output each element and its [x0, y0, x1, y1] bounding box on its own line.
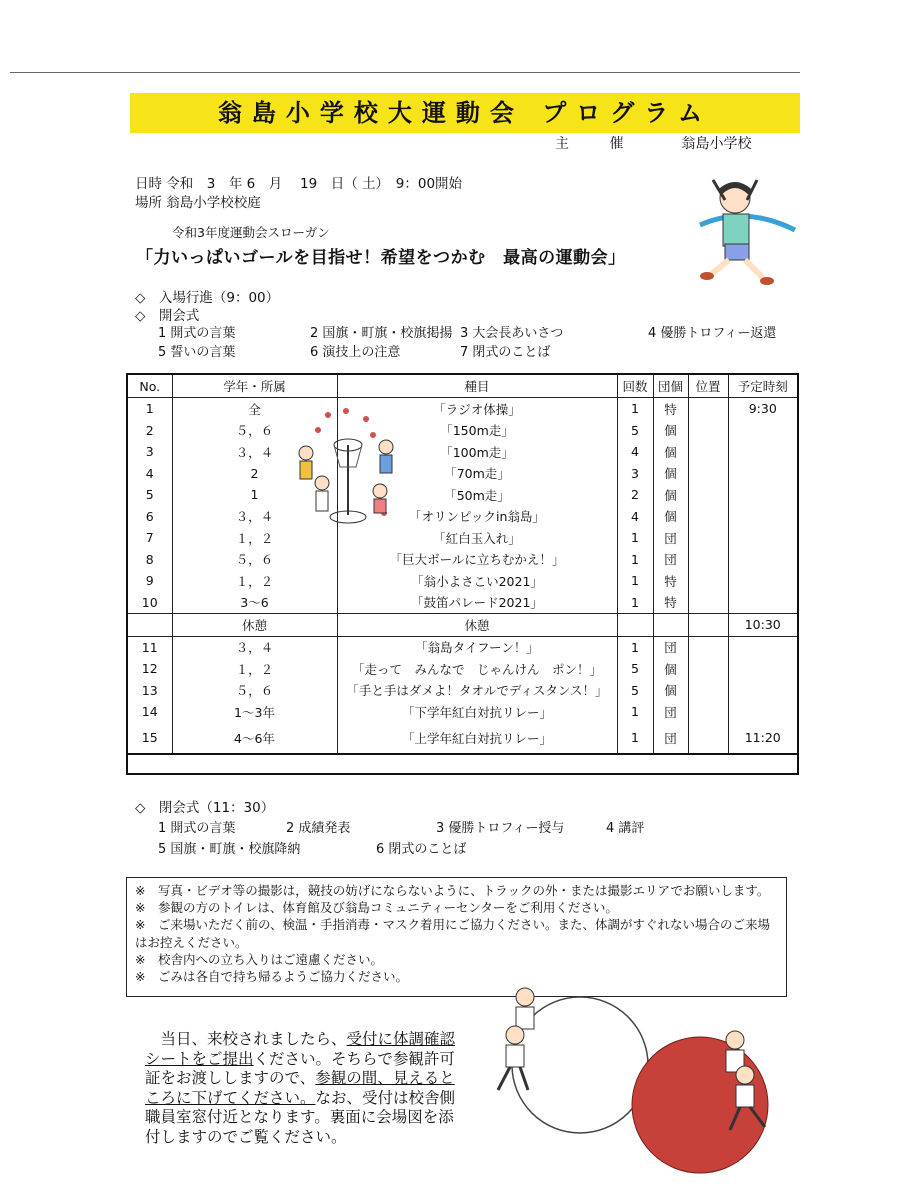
table-row [127, 701, 798, 723]
table-row [127, 527, 798, 549]
cell-count: 1 [617, 549, 653, 571]
cell-type: 特 [653, 570, 688, 592]
cell-pos [688, 484, 728, 506]
opening-item: 7 閉式のことば [460, 345, 551, 360]
cell-grade: 1 [172, 484, 337, 506]
welcome-underline: 受付に体調確認シートをご提出 [145, 1030, 456, 1068]
cell-grade: ５，６ [172, 549, 337, 571]
cell-event: 「走って みんなで じゃんけん ポン！」 [337, 658, 617, 680]
col-position: 位置 [688, 374, 728, 398]
cell-grade: 3～6 [172, 592, 337, 614]
col-grade: 学年・所属 [172, 374, 337, 398]
cell-count: 5 [617, 680, 653, 702]
table-row [127, 506, 798, 528]
cell-time: 9:30 [728, 398, 798, 420]
note-item: ※ 参観の方のトイレは、体育館及び翁島コミュニティーセンターをご利用ください。 [135, 900, 618, 916]
cell-count: 5 [617, 420, 653, 442]
cell-time [728, 463, 798, 485]
cell-type: 個 [653, 680, 688, 702]
cell-time [728, 701, 798, 723]
cell-grade: ３，４ [172, 636, 337, 658]
cell-grade: １，２ [172, 570, 337, 592]
cell-no: 3 [127, 441, 172, 463]
cell-grade: 4～6年 [172, 723, 337, 754]
table-row [127, 549, 798, 571]
cell-count: 1 [617, 723, 653, 754]
opening-item: 4 優勝トロフィー返還 [648, 326, 777, 341]
cell-count: 4 [617, 506, 653, 528]
event-date: 日時 令和 3 年 6 月 19 日（ 土） 9：00開始 [135, 176, 463, 192]
cell-pos [688, 723, 728, 754]
sponsor-label: 主 催 [555, 136, 642, 152]
table-row [127, 723, 798, 754]
table-row [127, 570, 798, 592]
sponsor [555, 133, 751, 153]
opening-item: 3 大会長あいさつ [460, 326, 564, 341]
cell-count: 5 [617, 658, 653, 680]
giant-ball-illustration [480, 985, 790, 1185]
cell-type: 団 [653, 636, 688, 658]
welcome-text: ください。そちらで参観許可証をお渡ししますので、 [145, 1049, 455, 1087]
cell-event: 「紅白玉入れ」 [337, 527, 617, 549]
cell-count: 1 [617, 570, 653, 592]
note-item: ※ ご来場いただく前の、検温・手指消毒・マスク着用にご協力ください。また、体調がすぐれない場合のご来場はお控えください。 [135, 917, 770, 950]
cell-type: 個 [653, 420, 688, 442]
cell-pos [688, 527, 728, 549]
cell-pos [688, 701, 728, 723]
cell-grade: 1～3年 [172, 701, 337, 723]
cell-time [728, 592, 798, 614]
cell-pos [688, 680, 728, 702]
table-row [127, 420, 798, 442]
cell-no: 5 [127, 484, 172, 506]
cell-time [728, 441, 798, 463]
closing-item: 4 講評 [606, 821, 645, 836]
cell-type: 個 [653, 441, 688, 463]
title-banner [130, 93, 800, 133]
cell-no: 9 [127, 570, 172, 592]
cell-event: 「150m走」 [337, 420, 617, 442]
cell-grade: ５，６ [172, 680, 337, 702]
cell-pos [688, 592, 728, 614]
cell-grade: １，２ [172, 658, 337, 680]
cell-event: 「オリンピックin翁島」 [337, 506, 617, 528]
cell-no: 15 [127, 723, 172, 754]
closing-item: 3 優勝トロフィー授与 [436, 821, 565, 836]
cell-grade: １，２ [172, 527, 337, 549]
opening-item: 2 国旗・町旗・校旗掲揚 [310, 326, 453, 341]
cell-grade: 全 [172, 398, 337, 420]
cell-time [728, 484, 798, 506]
slogan-text: 「力いっぱいゴールを目指せ！希望をつかむ 最高の運動会」 [136, 248, 626, 268]
cell-pos [688, 570, 728, 592]
cell-event: 「50m走」 [337, 484, 617, 506]
cell-type: 特 [653, 592, 688, 614]
break-time: 10:30 [728, 614, 798, 637]
welcome-message [145, 1030, 465, 1147]
runner-illustration [695, 170, 800, 290]
opening-item: 6 演技上の注意 [310, 345, 401, 360]
cell-event: 「鼓笛パレード2021」 [337, 592, 617, 614]
top-rule [10, 72, 800, 73]
cell-time: 11:20 [728, 723, 798, 754]
table-row [127, 398, 798, 420]
cell-grade: ３，４ [172, 441, 337, 463]
note-item: ※ 写真・ビデオ等の撮影は，競技の妨げにならないように、トラックの外・または撮影エリアでお願いします。 [135, 883, 770, 898]
march-heading: ◇ 入場行進（9：00） [135, 290, 280, 306]
cell-no: 4 [127, 463, 172, 485]
break-event: 休憩 [337, 614, 617, 637]
table-row [127, 592, 798, 614]
cell-no: 10 [127, 592, 172, 614]
closing-heading: ◇ 閉会式（11：30） [135, 800, 275, 816]
opening-item: 5 誓いの言葉 [158, 345, 236, 360]
page-title: 翁島小学校大運動会 プログラム [217, 99, 713, 127]
cell-count: 3 [617, 463, 653, 485]
cell-time [728, 570, 798, 592]
cell-no: 12 [127, 658, 172, 680]
cell-event: 「手と手はダメよ！タオルでディスタンス！」 [337, 680, 617, 702]
program-table [126, 373, 799, 775]
cell-time [728, 506, 798, 528]
welcome-text: 当日、来校されましたら、 [160, 1030, 347, 1048]
table-row [127, 484, 798, 506]
cell-count: 1 [617, 701, 653, 723]
cell-event: 「ラジオ体操」 [337, 398, 617, 420]
col-type: 団個 [653, 374, 688, 398]
cell-type: 団 [653, 527, 688, 549]
cell-event: 「巨大ボールに立ちむかえ！」 [337, 549, 617, 571]
cell-pos [688, 420, 728, 442]
break-grade: 休憩 [172, 614, 337, 637]
notes-box [126, 877, 787, 997]
cell-no: 2 [127, 420, 172, 442]
cell-pos [688, 636, 728, 658]
blank-row [127, 754, 798, 774]
cell-grade: ５，６ [172, 420, 337, 442]
col-count: 回数 [617, 374, 653, 398]
cell-time [728, 658, 798, 680]
cell-no: 7 [127, 527, 172, 549]
cell-time [728, 636, 798, 658]
slogan-label: 令和3年度運動会スローガン [172, 225, 330, 240]
table-header-row [127, 374, 798, 398]
note-item: ※ ごみは各自で持ち帰るようご協力ください。 [135, 969, 408, 985]
cell-pos [688, 506, 728, 528]
col-event: 種目 [337, 374, 617, 398]
note-item: ※ 校舎内への立ち入りはご遠慮ください。 [135, 951, 383, 967]
closing-item: 6 閉式のことば [376, 842, 467, 857]
cell-pos [688, 549, 728, 571]
cell-time [728, 680, 798, 702]
cell-pos [688, 441, 728, 463]
table-row [127, 441, 798, 463]
closing-item: 5 国旗・町旗・校旗降納 [158, 842, 301, 857]
ball-toss-illustration [288, 405, 410, 530]
cell-type: 個 [653, 484, 688, 506]
cell-event: 「翁小よさこい2021」 [337, 570, 617, 592]
cell-pos [688, 398, 728, 420]
cell-event: 「上学年紅白対抗リレー」 [337, 723, 617, 754]
cell-event: 「下学年紅白対抗リレー」 [337, 701, 617, 723]
cell-count: 1 [617, 592, 653, 614]
welcome-underline: 参観の間、見えるところに下げてください。 [145, 1069, 455, 1107]
closing-item: 2 成績発表 [286, 821, 351, 836]
cell-type: 団 [653, 549, 688, 571]
cell-type: 個 [653, 506, 688, 528]
cell-count: 1 [617, 398, 653, 420]
table-row [127, 680, 798, 702]
col-no: No. [127, 374, 172, 398]
cell-event: 「100m走」 [337, 441, 617, 463]
cell-count: 2 [617, 484, 653, 506]
sponsor-value: 翁島小学校 [681, 136, 752, 152]
cell-grade: 2 [172, 463, 337, 485]
event-place: 場所 翁島小学校校庭 [135, 195, 261, 211]
cell-time [728, 420, 798, 442]
cell-time [728, 527, 798, 549]
cell-no: 13 [127, 680, 172, 702]
cell-pos [688, 658, 728, 680]
opening-heading: ◇ 開会式 [135, 308, 200, 324]
table-row [127, 636, 798, 658]
cell-count: 1 [617, 636, 653, 658]
col-time: 予定時刻 [728, 374, 798, 398]
cell-no: 14 [127, 701, 172, 723]
cell-no: 8 [127, 549, 172, 571]
welcome-text: なお、受付は校舎側職員室窓付近となります。裏面に会場図を添付しますのでご覧ください。 [145, 1088, 456, 1146]
opening-item: 1 開式の言葉 [158, 326, 236, 341]
cell-type: 団 [653, 701, 688, 723]
table-row [127, 658, 798, 680]
cell-type: 個 [653, 658, 688, 680]
closing-item: 1 開式の言葉 [158, 821, 236, 836]
cell-type: 個 [653, 463, 688, 485]
cell-count: 1 [617, 527, 653, 549]
cell-event: 「翁島タイフーン！」 [337, 636, 617, 658]
cell-no: 6 [127, 506, 172, 528]
cell-time [728, 549, 798, 571]
cell-event: 「70m走」 [337, 463, 617, 485]
break-row [127, 614, 798, 637]
cell-type: 団 [653, 723, 688, 754]
cell-no: 1 [127, 398, 172, 420]
cell-no: 11 [127, 636, 172, 658]
cell-count: 4 [617, 441, 653, 463]
cell-type: 特 [653, 398, 688, 420]
cell-pos [688, 463, 728, 485]
cell-grade: ３，４ [172, 506, 337, 528]
table-row [127, 463, 798, 485]
